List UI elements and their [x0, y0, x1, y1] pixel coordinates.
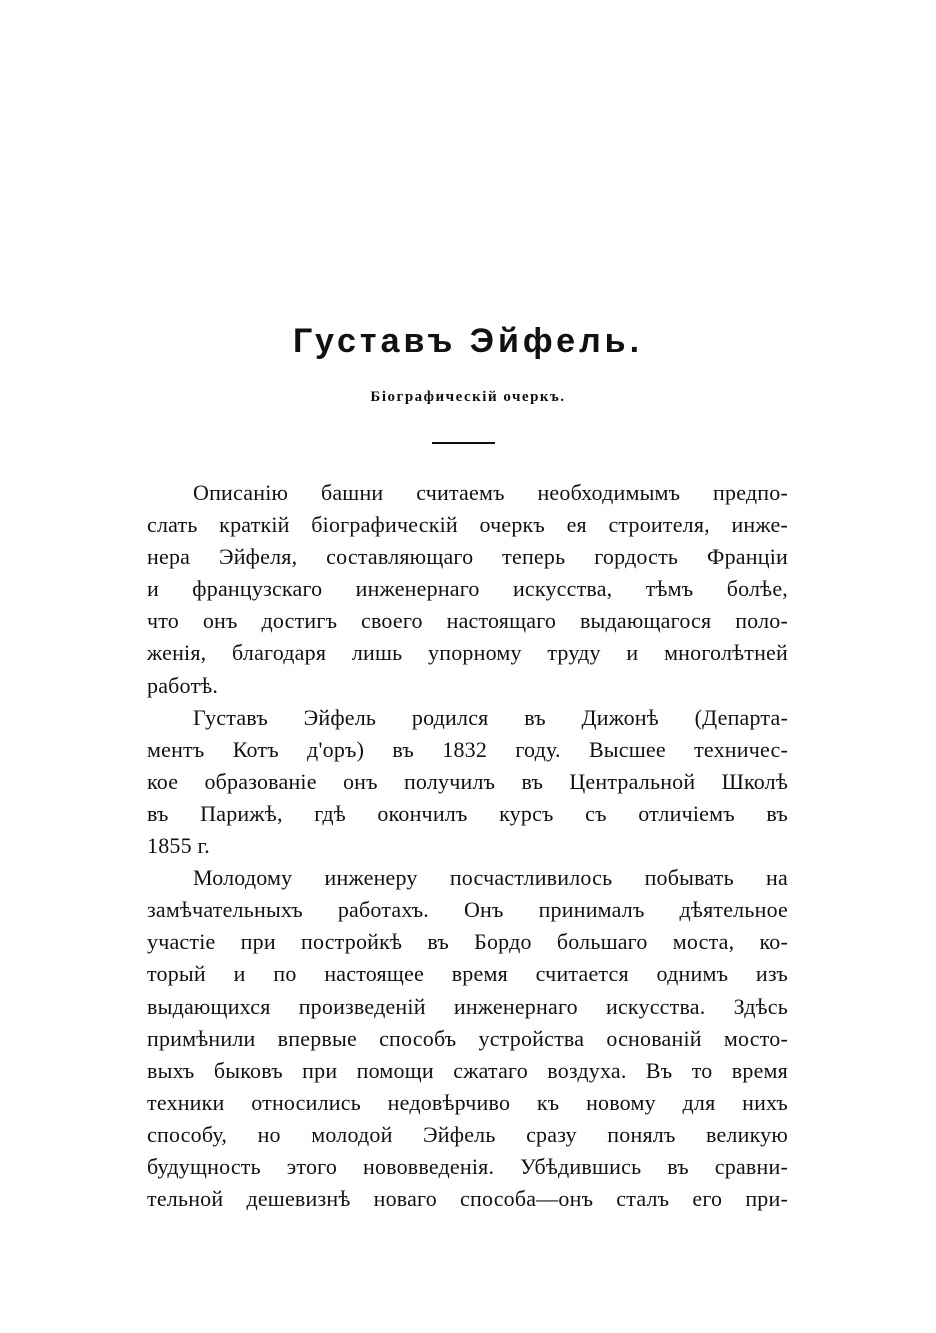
text-line: примѣнили впервые способъ устройства основаній мосто-: [147, 1025, 788, 1051]
body-text: [147, 477, 788, 1215]
page-subtitle: Біографическій очеркъ.: [370, 389, 566, 405]
text-line: работѣ.: [147, 672, 219, 698]
text-line: нера Эйфеля, составляющаго теперь гордость Франціи: [147, 544, 788, 570]
paragraph: [147, 702, 788, 862]
text-line: Описанію башни считаемъ необходимымъ предпо-: [193, 480, 788, 505]
text-line: участіе при постройкѣ въ Бордо большаго моста, ко-: [147, 929, 788, 955]
text-line: женія, благодаря лишь упорному труду и многолѣтней: [147, 640, 788, 666]
paragraph: [147, 477, 788, 702]
text-line: и французскаго инженернаго искусства, тѣмъ болѣе,: [147, 576, 788, 602]
page-title: Густавъ Эйфель.: [292, 322, 644, 360]
paragraph: [147, 862, 788, 1215]
text-line: слать краткій біографическій очеркъ ея строителя, инже-: [147, 512, 788, 538]
title-divider: [432, 442, 495, 444]
text-line: будущность этого нововведенія. Убѣдившись въ сравни-: [147, 1153, 788, 1179]
text-line: выхъ быковъ при помощи сжатаго воздуха. Въ то время: [147, 1057, 788, 1083]
text-line: замѣчательныхъ работахъ. Онъ принималъ дѣятельное: [147, 897, 788, 923]
text-line: что онъ достигъ своего настоящаго выдающагося поло-: [147, 608, 788, 634]
text-line: кое образованіе онъ получилъ въ Центральной Школѣ: [147, 768, 788, 794]
text-line: выдающихся произведеній инженернаго искусства. Здѣсь: [147, 993, 788, 1019]
text-line: Молодому инженеру посчастливилось побывать на: [193, 865, 788, 891]
text-line: Густавъ Эйфель родился въ Дижонѣ (Департа-: [193, 704, 788, 730]
text-line: торый и по настоящее время считается однимъ изъ: [147, 961, 788, 987]
text-line: тельной дешевизнѣ новаго способа—онъ сталъ его при-: [147, 1186, 788, 1212]
text-line: 1855 г.: [147, 833, 210, 859]
text-line: ментъ Котъ д'оръ) въ 1832 году. Высшее техничес-: [147, 736, 788, 762]
text-line: техники относились недовѣрчиво къ новому для нихъ: [147, 1089, 788, 1115]
text-line: способу, но молодой Эйфель сразу понялъ великую: [147, 1121, 788, 1147]
text-line: въ Парижѣ, гдѣ окончилъ курсъ съ отличіемъ въ: [147, 800, 788, 826]
